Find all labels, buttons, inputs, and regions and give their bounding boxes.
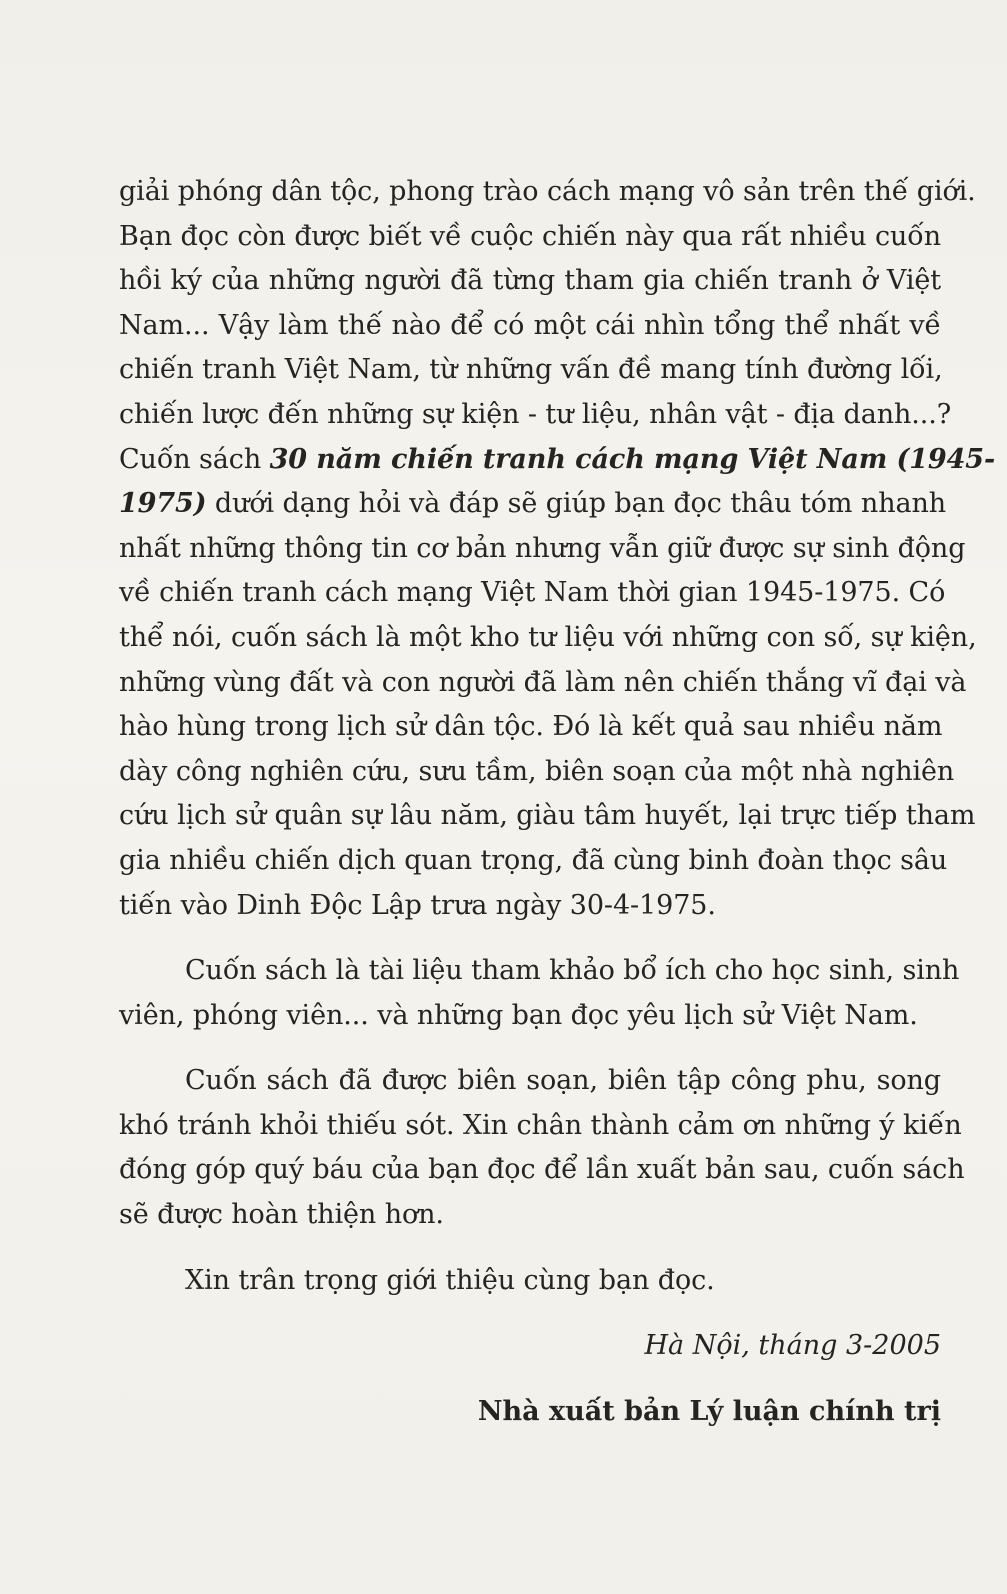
book-title: 1975): [119, 488, 207, 520]
paragraph-line: cứu lịch sử quân sự lâu năm, giàu tâm huyết, lại trực tiếp tham: [119, 800, 976, 832]
paragraph-line: Bạn đọc còn được biết về cuộc chiến này qua rất nhiều cuốn: [119, 220, 941, 252]
body-text: [119, 170, 996, 1303]
line-text: dưới dạng hỏi và đáp sẽ giúp bạn đọc thâu tóm nhanh: [206, 488, 947, 520]
paragraph-line: về chiến tranh cách mạng Việt Nam thời gian 1945-1975. Có: [119, 577, 946, 609]
signature-date: Hà Nội, tháng 3-2005: [644, 1330, 941, 1361]
paragraph-line: chiến lược đến những sự kiện - tư liệu, nhân vật - địa danh...?: [119, 398, 952, 430]
paragraph-line: gia nhiều chiến dịch quan trọng, đã cùng binh đoàn thọc sâu: [119, 844, 948, 876]
paragraph-line: [119, 438, 996, 483]
paragraph-line: Nam... Vậy làm thế nào để có một cái nhìn tổng thể nhất về: [119, 309, 941, 341]
book-title: 30 năm chiến tranh cách mạng Việt Nam (1945-: [269, 443, 996, 475]
signature-publisher: Nhà xuất bản Lý luận chính trị: [477, 1396, 941, 1427]
paragraph-line: giải phóng dân tộc, phong trào cách mạng vô sản trên thế giới.: [119, 176, 976, 207]
paragraph-line: khó tránh khỏi thiếu sót. Xin chân thành cảm ơn những ý kiến: [119, 1109, 962, 1141]
paragraph-line: [119, 482, 947, 527]
paragraph-line: chiến tranh Việt Nam, từ những vấn đề mang tính đường lối,: [119, 354, 943, 386]
paragraph-line: đóng góp quý báu của bạn đọc để lần xuất bản sau, cuốn sách: [119, 1154, 965, 1186]
paragraph-line: nhất những thông tin cơ bản nhưng vẫn giữ được sự sinh động: [119, 532, 966, 564]
paragraph-line: Xin trân trọng giới thiệu cùng bạn đọc.: [185, 1264, 715, 1296]
paragraph-line: Cuốn sách là tài liệu tham khảo bổ ích cho học sinh, sinh: [185, 955, 960, 987]
paragraph-line: hồi ký của những người đã từng tham gia chiến tranh ở Việt: [119, 265, 941, 297]
paragraph-line: hào hùng trong lịch sử dân tộc. Đó là kết quả sau nhiều năm: [119, 711, 943, 743]
paragraph-line: tiến vào Dinh Độc Lập trưa ngày 30-4-1975.: [119, 889, 716, 921]
paragraph-line: những vùng đất và con người đã làm nên chiến thắng vĩ đại và: [119, 666, 967, 698]
paragraph-line: viên, phóng viên... và những bạn đọc yêu lịch sử Việt Nam.: [119, 999, 918, 1031]
paragraph-line: thể nói, cuốn sách là một kho tư liệu với những con số, sự kiện,: [119, 621, 977, 653]
line-text: Cuốn sách: [119, 443, 270, 475]
paragraph-line: dày công nghiên cứu, sưu tầm, biên soạn của một nhà nghiên: [119, 755, 955, 787]
paragraph-line: sẽ được hoàn thiện hơn.: [119, 1199, 444, 1231]
paragraph-line: Cuốn sách đã được biên soạn, biên tập công phu, song: [185, 1065, 941, 1097]
